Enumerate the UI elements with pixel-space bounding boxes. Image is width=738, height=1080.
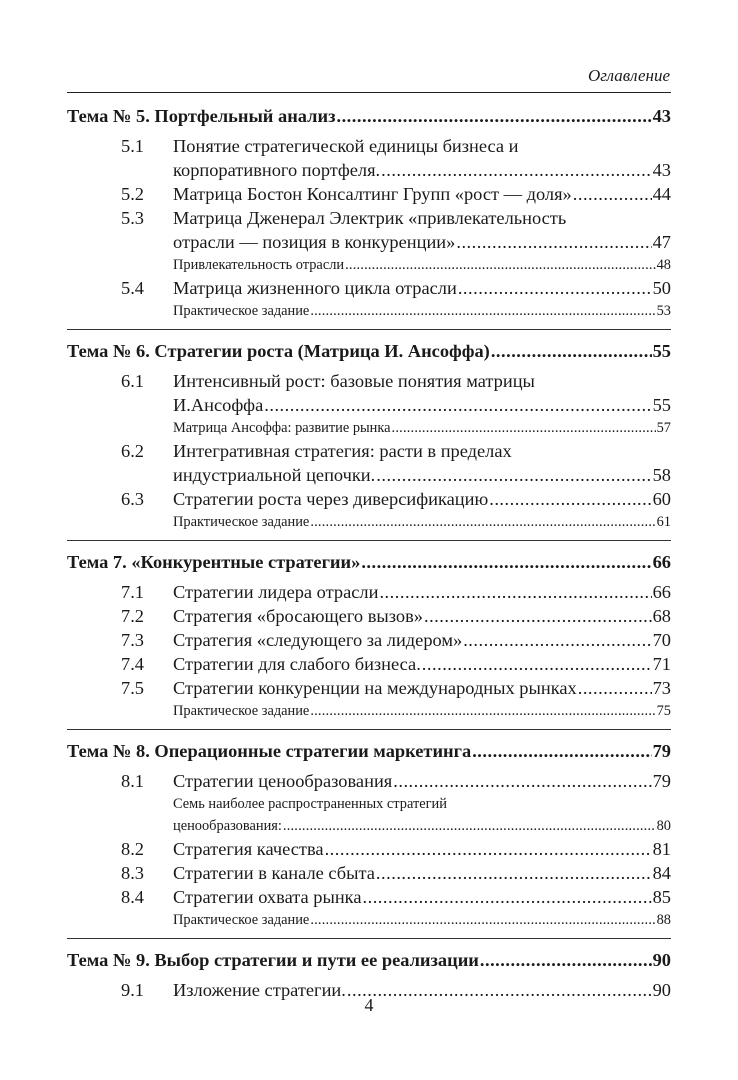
entry-page-number: 50 bbox=[652, 278, 671, 298]
header-rule bbox=[67, 92, 671, 93]
section-number: 8.3 bbox=[121, 863, 144, 883]
entry-text: Практическое задание bbox=[173, 514, 310, 530]
toc-topic-entry[interactable] bbox=[67, 104, 671, 128]
section-number: 7.1 bbox=[121, 582, 144, 602]
topic-page-number: 55 bbox=[652, 341, 671, 361]
toc-topic-entry[interactable] bbox=[67, 550, 671, 574]
toc-section-entry[interactable] bbox=[67, 393, 671, 417]
entry-page-number: 85 bbox=[652, 887, 671, 907]
dot-leader bbox=[489, 487, 651, 511]
section-number: 7.5 bbox=[121, 678, 144, 698]
entry-text: Матрица Бостон Консалтинг Групп «рост — доля» bbox=[173, 184, 572, 204]
dot-leader bbox=[325, 837, 652, 861]
topic-label: Тема № 5. bbox=[67, 106, 150, 126]
entry-page-number: 71 bbox=[652, 654, 671, 674]
section-number: 6.3 bbox=[121, 489, 144, 509]
section-title-line bbox=[67, 369, 671, 393]
entry-text: индустриальной цепочки. bbox=[173, 465, 376, 485]
entry-page-number: 73 bbox=[652, 678, 671, 698]
page-number: 4 bbox=[364, 995, 374, 1015]
dot-leader bbox=[393, 769, 651, 793]
topic-title: Портфельный анализ bbox=[154, 106, 336, 126]
dot-leader bbox=[336, 104, 651, 128]
topic-separator bbox=[67, 329, 671, 330]
entry-text: Стратегии конкуренции на международных рынках bbox=[173, 678, 577, 698]
entry-text: Привлекательность отрасли bbox=[173, 257, 345, 273]
toc-topic-entry[interactable] bbox=[67, 948, 671, 972]
entry-text: Стратегии роста через диверсификацию bbox=[173, 489, 489, 509]
entry-text: отрасли — позиция в конкуренции» bbox=[173, 232, 456, 252]
dot-leader bbox=[376, 861, 652, 885]
section-number: 8.4 bbox=[121, 887, 144, 907]
dot-leader bbox=[310, 300, 655, 322]
toc-section-entry[interactable] bbox=[67, 463, 671, 487]
dot-leader bbox=[264, 393, 651, 417]
topic-separator bbox=[67, 938, 671, 939]
entry-page-number: 43 bbox=[652, 160, 671, 180]
topic-page-number: 90 bbox=[652, 950, 671, 970]
toc-subsection-entry[interactable] bbox=[67, 700, 671, 722]
entry-text: Семь наиболее распространенных стратегий bbox=[173, 796, 447, 812]
dot-leader bbox=[463, 628, 651, 652]
topic-label: Тема 7. bbox=[67, 552, 127, 572]
dot-leader bbox=[381, 158, 651, 182]
topic-separator bbox=[67, 540, 671, 541]
topic-title: «Конкурентные стратегии» bbox=[131, 552, 361, 572]
topic-title: Стратегии роста (Матрица И. Ансоффа) bbox=[154, 341, 490, 361]
running-header-title: Оглавление bbox=[587, 66, 670, 85]
entry-page-number: 55 bbox=[652, 395, 671, 415]
entry-page-number: 61 bbox=[656, 514, 671, 530]
dot-leader bbox=[310, 511, 655, 533]
entry-text: Практическое задание bbox=[173, 912, 310, 928]
section-number: 9.1 bbox=[121, 980, 144, 1000]
dot-leader bbox=[392, 417, 656, 439]
entry-text: Стратегия качества bbox=[173, 839, 324, 859]
entry-page-number: 90 bbox=[652, 980, 671, 1000]
entry-text: Стратегии лидера отрасли bbox=[173, 582, 379, 602]
section-title-line bbox=[67, 206, 671, 230]
entry-text: корпоративного портфеля. bbox=[173, 160, 381, 180]
dot-leader bbox=[376, 463, 651, 487]
toc-subsection-entry[interactable] bbox=[67, 909, 671, 931]
entry-page-number: 81 bbox=[652, 839, 671, 859]
dot-leader bbox=[573, 182, 652, 206]
entry-page-number: 66 bbox=[652, 582, 671, 602]
entry-text: Матрица Дженерал Электрик «привлекательность bbox=[173, 208, 567, 228]
section-title-line bbox=[67, 134, 671, 158]
dot-leader bbox=[361, 550, 651, 574]
toc-section-entry[interactable] bbox=[67, 628, 671, 652]
topic-page-number: 79 bbox=[652, 741, 671, 761]
section-number: 6.1 bbox=[121, 371, 144, 391]
section-number: 5.4 bbox=[121, 278, 144, 298]
toc-section-entry[interactable] bbox=[67, 885, 671, 909]
toc-topic-block bbox=[67, 104, 671, 322]
section-number: 5.2 bbox=[121, 184, 144, 204]
topic-page-number: 43 bbox=[652, 106, 671, 126]
toc-section-entry[interactable] bbox=[67, 837, 671, 861]
dot-leader bbox=[283, 815, 656, 837]
toc-subsection-entry[interactable] bbox=[67, 300, 671, 322]
entry-page-number: 47 bbox=[652, 232, 671, 252]
entry-text: Стратегии для слабого бизнеса. bbox=[173, 654, 421, 674]
dot-leader bbox=[456, 230, 651, 254]
toc-section-entry[interactable] bbox=[67, 487, 671, 511]
toc-section-entry[interactable] bbox=[67, 276, 671, 300]
toc-section-entry[interactable] bbox=[67, 604, 671, 628]
entry-text: Стратегии ценообразования bbox=[173, 771, 393, 791]
toc-subsection-entry[interactable] bbox=[67, 511, 671, 533]
entry-page-number: 48 bbox=[656, 257, 671, 273]
dot-leader bbox=[472, 739, 651, 763]
entry-text: Изложение стратегии. bbox=[173, 980, 346, 1000]
entry-page-number: 84 bbox=[652, 863, 671, 883]
entry-text: Стратегии охвата рынка bbox=[173, 887, 362, 907]
entry-page-number: 58 bbox=[652, 465, 671, 485]
toc-section-entry[interactable] bbox=[67, 580, 671, 604]
entry-text: И.Ансоффа bbox=[173, 395, 264, 415]
dot-leader bbox=[578, 676, 652, 700]
entry-text: Практическое задание bbox=[173, 703, 310, 719]
section-number: 5.1 bbox=[121, 136, 144, 156]
topic-label: Тема № 9. bbox=[67, 950, 150, 970]
entry-page-number: 44 bbox=[652, 184, 671, 204]
entry-page-number: 70 bbox=[652, 630, 671, 650]
section-number: 8.2 bbox=[121, 839, 144, 859]
dot-leader bbox=[379, 580, 651, 604]
dot-leader bbox=[363, 885, 652, 909]
entry-page-number: 80 bbox=[656, 818, 671, 834]
entry-text: ценообразования: bbox=[173, 818, 282, 834]
dot-leader bbox=[345, 254, 656, 276]
toc-section-entry[interactable] bbox=[67, 230, 671, 254]
entry-page-number: 60 bbox=[652, 489, 671, 509]
entry-page-number: 88 bbox=[656, 912, 671, 928]
section-number: 5.3 bbox=[121, 208, 144, 228]
dot-leader bbox=[480, 948, 652, 972]
entry-page-number: 68 bbox=[652, 606, 671, 626]
dot-leader bbox=[310, 700, 655, 722]
entry-page-number: 53 bbox=[656, 303, 671, 319]
entry-text: Матрица Ансоффа: развитие рынка bbox=[173, 420, 391, 436]
subsection-title-line bbox=[67, 793, 671, 815]
toc-subsection-entry[interactable] bbox=[67, 417, 671, 439]
entry-page-number: 75 bbox=[656, 703, 671, 719]
table-of-contents bbox=[67, 104, 671, 1002]
toc-section-entry[interactable] bbox=[67, 158, 671, 182]
dot-leader bbox=[491, 339, 652, 363]
toc-section-entry[interactable] bbox=[67, 861, 671, 885]
entry-text: Интегративная стратегия: расти в пределах bbox=[173, 441, 512, 461]
section-title-line bbox=[67, 439, 671, 463]
topic-separator bbox=[67, 729, 671, 730]
entry-page-number: 79 bbox=[652, 771, 671, 791]
topic-label: Тема № 8. bbox=[67, 741, 150, 761]
entry-text: Практическое задание bbox=[173, 303, 310, 319]
entry-text: Стратегия «следующего за лидером» bbox=[173, 630, 463, 650]
toc-subsection-entry[interactable] bbox=[67, 254, 671, 276]
section-number: 7.2 bbox=[121, 606, 144, 626]
toc-section-entry[interactable] bbox=[67, 182, 671, 206]
toc-topic-entry[interactable] bbox=[67, 739, 671, 763]
toc-topic-block bbox=[67, 948, 671, 1002]
toc-topic-block bbox=[67, 739, 671, 931]
topic-title: Выбор стратегии и пути ее реализации bbox=[154, 950, 479, 970]
dot-leader bbox=[424, 604, 652, 628]
entry-text: Стратегии в канале сбыта bbox=[173, 863, 375, 883]
entry-text: Понятие стратегической единицы бизнеса и bbox=[173, 136, 519, 156]
entry-text: Стратегия «бросающего вызов» bbox=[173, 606, 423, 626]
toc-topic-entry[interactable] bbox=[67, 339, 671, 363]
topic-page-number: 66 bbox=[652, 552, 671, 572]
entry-text: Матрица жизненного цикла отрасли bbox=[173, 278, 457, 298]
toc-section-entry[interactable] bbox=[67, 769, 671, 793]
dot-leader bbox=[310, 909, 655, 931]
section-number: 8.1 bbox=[121, 771, 144, 791]
dot-leader bbox=[458, 276, 652, 300]
section-number: 6.2 bbox=[121, 441, 144, 461]
toc-topic-block bbox=[67, 550, 671, 722]
entry-text: Интенсивный рост: базовые понятия матрицы bbox=[173, 371, 535, 391]
dot-leader bbox=[422, 652, 652, 676]
topic-label: Тема № 6. bbox=[67, 341, 150, 361]
toc-subsection-entry[interactable] bbox=[67, 815, 671, 837]
toc-section-entry[interactable] bbox=[67, 676, 671, 700]
toc-topic-block bbox=[67, 339, 671, 533]
section-number: 7.4 bbox=[121, 654, 144, 674]
entry-page-number: 57 bbox=[656, 420, 671, 436]
topic-title: Операционные стратегии маркетинга bbox=[154, 741, 472, 761]
toc-section-entry[interactable] bbox=[67, 652, 671, 676]
section-number: 7.3 bbox=[121, 630, 144, 650]
